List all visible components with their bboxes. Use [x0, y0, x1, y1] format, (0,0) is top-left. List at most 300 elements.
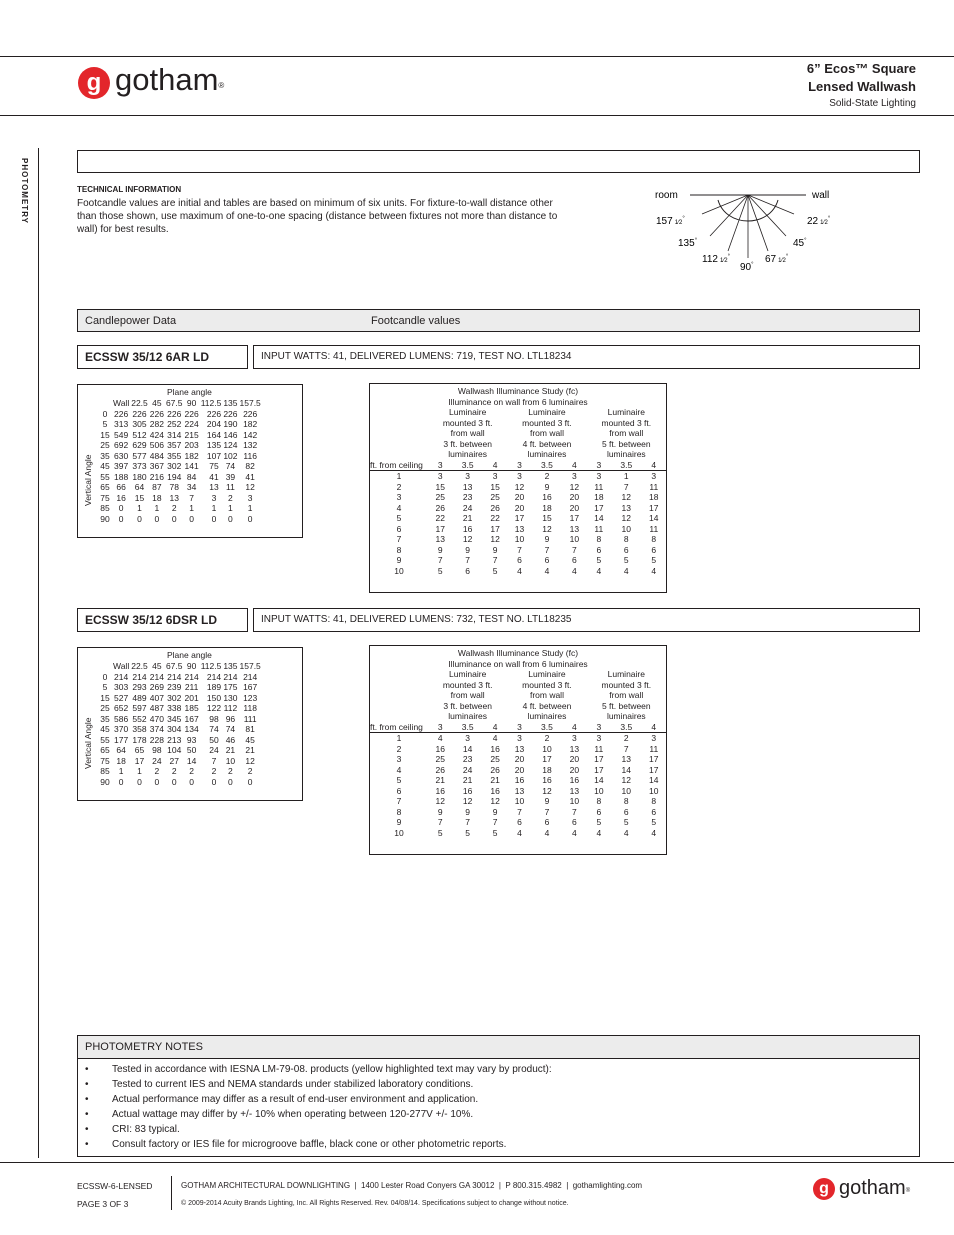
cp-value-cell: 1 — [228, 503, 233, 514]
fc-value-cell: 17 — [435, 523, 445, 534]
cp-value-cell: 50 — [186, 745, 197, 756]
product-info-box: INPUT WATTS: 41, DELIVERED LUMENS: 732, TEST NO. LTL18235 — [253, 608, 920, 632]
fc-value-cell: 11 — [649, 523, 659, 534]
fc-value-cell: 6 — [651, 544, 657, 555]
fc-value-cell: 14 — [621, 764, 631, 775]
photometry-note-item: • CRI: 83 typical. — [85, 1122, 552, 1137]
cp-value-cell: 214 — [223, 671, 238, 682]
cp-value-cell: 214 — [114, 671, 129, 682]
fc-value-cell: 17 — [594, 764, 604, 775]
fc-row — [370, 775, 666, 786]
fc-value-cell: 20 — [569, 492, 580, 502]
fc-distance-cell: 2 — [396, 743, 402, 754]
fc-value-cell: 16 — [542, 492, 552, 502]
footcandle-table — [369, 645, 667, 855]
fc-distance-cell: 5 — [396, 513, 402, 523]
fc-value-cell: 13 — [569, 523, 580, 534]
fc-value-cell: 13 — [514, 523, 525, 534]
fc-value-cell: 4 — [623, 827, 629, 838]
cp-vertical-angle-cell: 0 — [102, 408, 108, 419]
cp-row — [98, 451, 262, 462]
cp-value-cell: 2 — [228, 766, 233, 777]
angle-135-label: 135 — [678, 238, 695, 249]
fc-value-cell: 4 — [651, 565, 657, 576]
cp-value-cell: 0 — [211, 776, 217, 787]
cp-value-cell: 150 — [206, 692, 222, 703]
cp-value-cell: 98 — [152, 745, 162, 756]
fc-value-cell: 24 — [462, 764, 473, 775]
fc-distance-cell: 7 — [396, 534, 402, 544]
cp-grid — [98, 398, 262, 524]
cp-value-cell: 0 — [137, 776, 142, 787]
cp-row — [98, 672, 262, 683]
cp-value-cell: 577 — [132, 450, 147, 461]
fc-value-cell: 10 — [594, 785, 604, 796]
fc-value-cell: 10 — [569, 796, 580, 806]
cp-value-cell: 201 — [184, 692, 199, 703]
cp-value-cell: 374 — [149, 724, 164, 735]
fc-distance-cell: 5 — [396, 775, 402, 785]
fc-value-cell: 7 — [544, 544, 550, 555]
cp-value-cell: 39 — [225, 471, 236, 482]
cp-value-cell: 214 — [149, 671, 164, 682]
cp-value-cell: 7 — [211, 755, 217, 766]
fc-value-cell: 21 — [462, 775, 473, 785]
cp-header-row — [98, 398, 262, 409]
fc-value-cell: 12 — [569, 481, 580, 492]
technical-heading: TECHNICAL INFORMATION — [77, 185, 182, 194]
cp-value-cell: 122 — [206, 703, 222, 714]
footer-divider — [171, 1176, 172, 1210]
cp-value-cell: 484 — [149, 450, 164, 461]
side-section-label: PHOTOMETRY — [20, 158, 29, 225]
fc-row — [370, 524, 666, 535]
fc-value-cell: 20 — [514, 754, 525, 764]
fc-value-cell: 7 — [544, 806, 550, 817]
fc-value-cell: 12 — [621, 492, 631, 502]
fc-value-cell: 12 — [542, 523, 552, 534]
cp-vertical-angle-cell: 25 — [100, 440, 110, 451]
fc-value-cell: 13 — [621, 502, 631, 513]
cp-value-cell: 424 — [149, 429, 164, 440]
cp-value-cell: 116 — [243, 450, 257, 461]
fc-value-cell: 3 — [452, 471, 482, 482]
fc-value-cell: 12 — [621, 513, 631, 523]
fc-value-cell: 9 — [437, 806, 443, 817]
fc-value-cell: 11 — [594, 481, 604, 492]
cp-value-cell: 182 — [243, 419, 258, 430]
fc-value-cell: 5 — [465, 827, 471, 838]
fc-value-cell: 5 — [623, 817, 629, 827]
fc-group-header: Luminaire mounted 3 ft. from wall 4 ft. between luminaires — [522, 669, 572, 721]
cp-vertical-angle-cell: 65 — [100, 745, 110, 756]
fc-subheader-cell: 4 — [492, 721, 498, 732]
cp-vertical-label: Vertical Angle — [83, 454, 93, 506]
fc-value-cell: 8 — [596, 534, 602, 544]
cp-header-cell: 157.5 — [239, 661, 261, 672]
footer-brand-name: gotham® — [839, 1177, 911, 1199]
cp-value-cell: 0 — [171, 513, 177, 524]
fc-value-cell: 12 — [462, 796, 473, 806]
fc-value-cell: 26 — [490, 764, 500, 775]
cp-value-cell: 175 — [223, 682, 238, 693]
cp-value-cell: 3 — [211, 492, 217, 503]
footer-rule — [0, 1162, 954, 1163]
fc-value-cell: 21 — [490, 775, 500, 785]
cp-value-cell: 17 — [134, 755, 145, 766]
fc-value-cell: 8 — [651, 796, 657, 806]
fc-value-cell: 2 — [532, 733, 562, 744]
fc-value-cell: 6 — [544, 555, 550, 565]
fc-value-cell: 17 — [569, 513, 580, 523]
fc-value-cell: 15 — [542, 513, 552, 523]
fc-value-cell: 3 — [642, 471, 666, 482]
photometry-note-item: • Tested to current IES and NEMA standards under stabilized laboratory conditions. — [85, 1077, 552, 1092]
cp-vertical-angle-cell: 75 — [100, 755, 110, 766]
cp-value-cell: 178 — [132, 734, 147, 745]
cp-value-cell: 177 — [114, 734, 129, 745]
photometry-note-item: • Consult factory or IES file for microgroove baffle, black cone or other photometric reports. — [85, 1137, 552, 1152]
cp-value-cell: 304 — [167, 724, 182, 735]
cp-value-cell: 252 — [167, 419, 182, 430]
cp-value-cell: 226 — [114, 408, 129, 419]
photometry-note-item: • Actual performance may differ as a result of end-user environment and application. — [85, 1092, 552, 1107]
fc-value-cell: 14 — [649, 513, 659, 523]
cp-header-cell: 90 — [186, 661, 197, 672]
cp-value-cell: 146 — [223, 429, 238, 440]
fc-row — [370, 513, 666, 524]
fc-distance-cell: 7 — [396, 796, 402, 806]
fc-value-cell: 25 — [435, 492, 445, 502]
footer-logo-icon: g — [813, 1178, 835, 1200]
cp-plane-label: Plane angle — [167, 387, 212, 397]
fc-row — [370, 796, 666, 807]
fc-title: Wallwash Illuminance Study (fc) Illuminance on wall from 6 luminaires — [448, 648, 588, 669]
cp-header-row — [98, 661, 262, 672]
cp-value-cell: 135 — [206, 440, 222, 451]
cp-value-cell: 204 — [206, 419, 222, 430]
cp-value-cell: 652 — [114, 703, 129, 714]
fc-subheader-cell: 4 — [572, 721, 577, 732]
fc-value-cell: 16 — [462, 785, 473, 796]
fc-value-cell: 20 — [514, 492, 525, 502]
blank-header-bar — [77, 150, 920, 173]
fc-value-cell: 14 — [594, 775, 604, 785]
cp-row — [98, 682, 262, 693]
fc-value-cell: 3 — [483, 471, 507, 482]
product-title-line2: Lensed Wallwash — [808, 79, 916, 94]
cp-value-cell: 66 — [116, 482, 126, 493]
angle-45-label: 45 — [793, 238, 805, 249]
fc-subheader-row — [370, 722, 666, 733]
fc-value-cell: 12 — [490, 534, 500, 544]
fc-value-cell: 7 — [517, 544, 522, 555]
cp-value-cell: 15 — [134, 492, 145, 503]
fc-value-cell: 16 — [542, 775, 552, 785]
fc-value-cell: 15 — [435, 481, 445, 492]
fc-value-cell: 13 — [621, 754, 631, 764]
fc-value-cell: 17 — [542, 754, 552, 764]
cp-value-cell: 167 — [184, 713, 199, 724]
cp-value-cell: 182 — [184, 450, 199, 461]
cp-row — [98, 745, 262, 756]
angle-67-label: 67 — [765, 254, 777, 265]
fc-value-cell: 3 — [507, 471, 531, 482]
fc-value-cell: 10 — [514, 534, 525, 544]
fc-value-cell: 8 — [623, 796, 629, 806]
cp-value-cell: 141 — [184, 461, 199, 472]
fc-value-cell: 13 — [514, 743, 525, 754]
fc-value-cell: 3 — [507, 733, 531, 744]
cp-value-cell: 215 — [184, 429, 199, 440]
cp-value-cell: 367 — [149, 461, 164, 472]
fc-group-header: Luminaire mounted 3 ft. from wall 3 ft. between luminaires — [442, 669, 493, 721]
cp-vertical-angle-cell: 45 — [100, 461, 110, 472]
cp-value-cell: 1 — [137, 766, 142, 777]
cp-value-cell: 24 — [152, 755, 162, 766]
footer-middle — [181, 1177, 642, 1213]
cp-value-cell: 226 — [223, 408, 238, 419]
cp-value-cell: 305 — [132, 419, 147, 430]
fc-distance-cell: 9 — [396, 555, 402, 565]
fc-value-cell: 21 — [462, 513, 473, 523]
fc-row — [370, 482, 666, 493]
technical-body: Footcandle values are initial and tables are based on minimum of six units. For fixture-to-wall distance other than those shown, use maximum of one-to-one spacing (distance between fixtures not more than distance to wall) for best results. — [77, 198, 558, 235]
fc-value-cell: 16 — [490, 785, 500, 796]
fc-value-cell: 6 — [517, 555, 522, 565]
cp-row — [98, 440, 262, 451]
cp-value-cell: 13 — [169, 492, 179, 503]
fc-group-header: Luminaire mounted 3 ft. from wall 5 ft. between luminaires — [601, 407, 652, 459]
fc-value-cell: 16 — [462, 523, 473, 534]
cp-value-cell: 189 — [206, 682, 222, 693]
cp-value-cell: 269 — [149, 682, 164, 693]
cp-header-cell: 112.5 — [200, 661, 222, 672]
cp-value-cell: 203 — [184, 440, 199, 451]
cp-value-cell: 214 — [167, 671, 182, 682]
fc-value-cell: 17 — [490, 523, 500, 534]
cp-value-cell: 0 — [118, 513, 124, 524]
cp-vertical-label: Vertical Angle — [83, 717, 93, 769]
candlepower-table — [77, 647, 303, 801]
fc-distance-cell: 4 — [396, 502, 402, 513]
fc-title: Wallwash Illuminance Study (fc) Illuminance on wall from 6 luminaires — [448, 386, 588, 407]
cp-value-cell: 130 — [223, 692, 238, 703]
fc-row — [370, 471, 666, 482]
fc-value-cell: 5 — [492, 827, 498, 838]
fc-value-cell: 9 — [465, 806, 471, 817]
cp-value-cell: 41 — [245, 471, 255, 482]
cp-value-cell: 45 — [245, 734, 255, 745]
fc-value-cell: 11 — [649, 743, 659, 754]
cp-value-cell: 194 — [167, 471, 182, 482]
cp-value-cell: 1 — [211, 503, 217, 514]
fc-value-cell: 2 — [611, 733, 641, 744]
cp-value-cell: 216 — [149, 471, 164, 482]
fc-value-cell: 12 — [435, 796, 445, 806]
cp-value-cell: 214 — [132, 671, 147, 682]
cp-value-cell: 338 — [167, 703, 182, 714]
cp-value-cell: 293 — [132, 682, 147, 693]
cp-header-cell: Wall — [113, 398, 130, 409]
cp-value-cell: 0 — [247, 513, 253, 524]
diagram-wall-label: wall — [812, 190, 830, 201]
product-title-block — [807, 60, 916, 111]
cp-row — [98, 419, 262, 430]
fc-value-cell: 4 — [572, 565, 577, 576]
cp-vertical-angle-cell: 75 — [100, 492, 110, 503]
cp-value-cell: 397 — [114, 461, 129, 472]
cp-row — [98, 514, 262, 525]
cp-vertical-angle-cell: 15 — [100, 692, 110, 703]
cp-vertical-angle-cell: 25 — [100, 703, 110, 714]
cp-value-cell: 3 — [247, 492, 253, 503]
fc-value-cell: 23 — [462, 492, 473, 502]
data-section-header — [77, 309, 920, 332]
cp-header-cell: 45 — [152, 398, 162, 409]
fc-value-cell: 6 — [517, 817, 522, 827]
fc-value-cell: 26 — [435, 502, 445, 513]
cp-value-cell: 7 — [189, 492, 194, 503]
fc-value-cell: 13 — [435, 534, 445, 544]
fc-value-cell: 7 — [492, 817, 498, 827]
fc-value-cell: 4 — [483, 733, 507, 744]
cp-value-cell: 21 — [245, 745, 255, 756]
fc-value-cell: 5 — [651, 555, 657, 565]
cp-header-cell: 45 — [152, 661, 162, 672]
fc-value-cell: 25 — [435, 754, 445, 764]
footer-left — [77, 1177, 152, 1213]
svg-text:45°: 45° — [793, 238, 807, 249]
fc-subheader-cell: 3.5 — [541, 721, 553, 732]
candlepower-heading: Candlepower Data — [85, 314, 177, 327]
cp-value-cell: 506 — [149, 440, 164, 451]
cp-value-cell: 0 — [137, 513, 142, 524]
cp-value-cell: 18 — [116, 755, 126, 766]
cp-row — [98, 482, 262, 493]
cp-value-cell: 50 — [209, 734, 219, 745]
fc-row-label: ft. from ceiling — [370, 721, 423, 732]
cp-vertical-angle-cell: 5 — [102, 682, 108, 693]
cp-value-cell: 629 — [132, 440, 147, 451]
cp-value-cell: 226 — [149, 408, 164, 419]
cp-value-cell: 12 — [245, 755, 255, 766]
fc-value-cell: 25 — [490, 492, 500, 502]
fc-value-cell: 22 — [435, 513, 445, 523]
fc-value-cell: 7 — [572, 806, 577, 817]
cp-value-cell: 34 — [186, 482, 197, 493]
cp-value-cell: 302 — [167, 692, 182, 703]
cp-value-cell: 112 — [223, 703, 238, 714]
cp-value-cell: 314 — [167, 429, 182, 440]
fc-value-cell: 5 — [596, 817, 602, 827]
product-title-line1: 6” Ecos™ Square — [806, 61, 916, 76]
fc-value-cell: 6 — [623, 544, 629, 555]
cp-vertical-angle-cell: 55 — [100, 734, 110, 745]
cp-value-cell: 226 — [243, 408, 258, 419]
cp-row — [98, 703, 262, 714]
cp-vertical-angle-cell: 35 — [100, 450, 110, 461]
product-subtitle: Solid-State Lighting — [829, 98, 916, 109]
fc-value-cell: 5 — [596, 555, 602, 565]
footer-copyright: © 2009-2014 Acuity Brands Lighting, Inc. All Rights Reserved. Rev. 04/08/14. Specifications subject to change without notice. — [181, 1200, 569, 1207]
fc-row — [370, 555, 666, 566]
fc-value-cell: 6 — [572, 555, 577, 565]
cp-value-cell: 2 — [154, 766, 160, 777]
cp-value-cell: 2 — [171, 766, 177, 777]
fc-value-cell: 4 — [596, 827, 602, 838]
cp-header-cell: 22.5 — [131, 398, 148, 409]
fc-value-cell: 4 — [544, 565, 550, 576]
fc-value-cell: 14 — [649, 775, 659, 785]
fc-distance-cell: 1 — [370, 733, 428, 744]
cp-value-cell: 1 — [137, 503, 142, 514]
side-rule — [38, 148, 39, 1158]
fc-value-cell: 26 — [490, 502, 500, 513]
product-name-box: ECSSW 35/12 6AR LD — [77, 345, 248, 369]
cp-vertical-angle-cell: 35 — [100, 713, 110, 724]
fc-value-cell: 7 — [492, 555, 498, 565]
fc-value-cell: 7 — [623, 481, 629, 492]
svg-text:135°: 135° — [678, 238, 698, 249]
cp-header-cell: Wall — [113, 661, 130, 672]
fc-row — [370, 492, 666, 503]
cp-value-cell: 239 — [167, 682, 182, 693]
fc-value-cell: 4 — [544, 827, 550, 838]
fc-row — [370, 765, 666, 776]
fc-value-cell: 8 — [596, 796, 602, 806]
cp-value-cell: 102 — [223, 450, 238, 461]
fc-value-cell: 5 — [651, 817, 657, 827]
cp-vertical-angle-cell: 15 — [100, 429, 110, 440]
fc-value-cell: 16 — [569, 775, 580, 785]
fc-value-cell: 13 — [569, 785, 580, 796]
fc-value-cell: 3 — [452, 733, 482, 744]
cp-value-cell: 2 — [189, 766, 194, 777]
cp-header-cell: 90 — [186, 398, 197, 409]
fc-value-cell: 4 — [572, 827, 577, 838]
fc-value-cell: 3 — [587, 471, 611, 482]
fc-value-cell: 21 — [435, 775, 445, 785]
fc-value-cell: 26 — [435, 764, 445, 775]
photometry-notes-heading: PHOTOMETRY NOTES — [78, 1036, 919, 1059]
fc-value-cell: 18 — [594, 492, 604, 502]
cp-value-cell: 1 — [247, 503, 253, 514]
cp-value-cell: 142 — [243, 429, 258, 440]
cp-value-cell: 11 — [226, 482, 235, 493]
fc-row — [370, 744, 666, 755]
cp-plane-label: Plane angle — [167, 650, 212, 660]
fc-distance-cell: 10 — [394, 565, 404, 576]
fc-value-cell: 22 — [490, 513, 500, 523]
fc-value-cell: 4 — [651, 827, 657, 838]
cp-value-cell: 13 — [209, 482, 219, 493]
fc-subheader-row — [370, 460, 666, 471]
fc-value-cell: 4 — [596, 565, 602, 576]
cp-value-cell: 64 — [134, 482, 145, 493]
cp-header-cell: 67.5 — [165, 661, 183, 672]
cp-header-cell: 22.5 — [131, 661, 148, 672]
cp-value-cell: 0 — [189, 776, 194, 787]
brand-logo-icon: g — [78, 67, 110, 99]
cp-value-cell: 81 — [245, 724, 255, 735]
fc-value-cell: 13 — [569, 743, 580, 754]
cp-value-cell: 190 — [223, 419, 238, 430]
fc-value-cell: 3 — [642, 733, 666, 744]
fc-value-cell: 13 — [462, 481, 473, 492]
fc-value-cell: 6 — [596, 806, 602, 817]
fc-grid — [370, 384, 666, 576]
